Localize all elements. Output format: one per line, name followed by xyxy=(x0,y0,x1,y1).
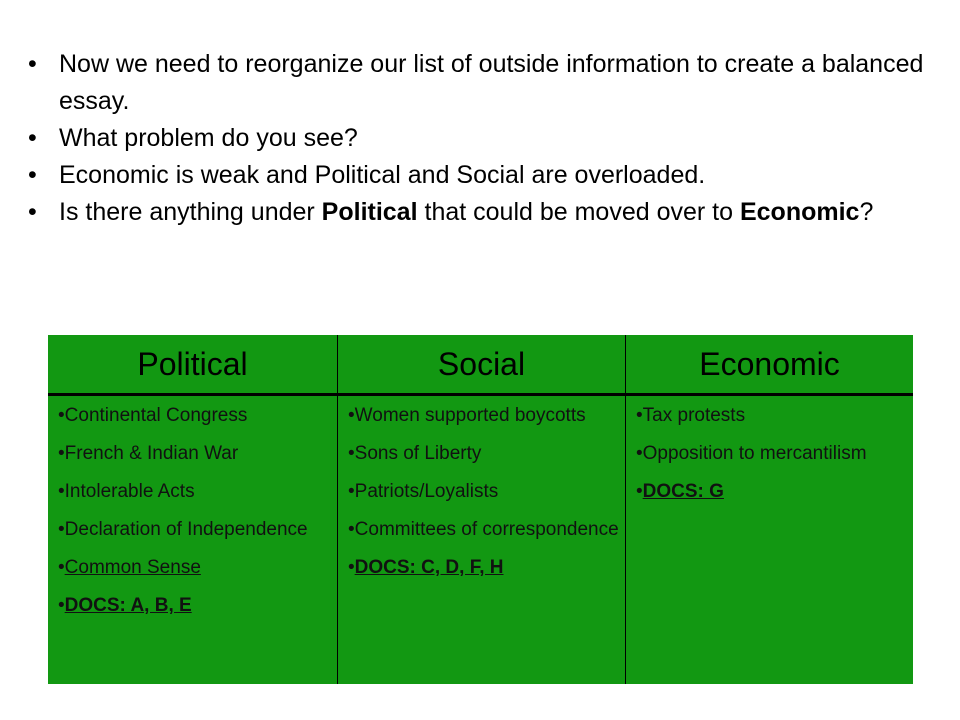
instruction-bullet-list xyxy=(28,46,928,231)
header-political: Political xyxy=(48,335,337,396)
bullet-text: What problem do you see? xyxy=(59,124,358,152)
bullet-bold-political: Political xyxy=(321,198,418,226)
list-item: •Sons of Liberty xyxy=(348,443,482,464)
category-table xyxy=(48,335,913,684)
list-item: •Tax protests xyxy=(636,405,746,426)
docs-item: •DOCS: C, D, F, H xyxy=(348,557,504,578)
list-item: •Common Sense xyxy=(58,557,201,578)
social-cell xyxy=(337,396,625,684)
list-item: •Opposition to mercantilism xyxy=(636,443,867,464)
bullet-dot: • xyxy=(28,198,37,226)
bullet-dot: • xyxy=(28,50,37,78)
docs-item: •DOCS: G xyxy=(636,481,724,502)
political-cell xyxy=(48,396,337,684)
list-item: •Continental Congress xyxy=(58,405,248,426)
bullet-text-middle: that could be moved over to xyxy=(417,198,740,226)
list-item: •Women supported boycotts xyxy=(348,405,586,426)
bullet-item xyxy=(28,157,928,194)
bullet-text: Economic is weak and Political and Social are overloaded. xyxy=(59,161,706,189)
bullet-text-after: ? xyxy=(859,198,874,226)
list-item: •Patriots/Loyalists xyxy=(348,481,499,502)
bullet-text: Now we need to reorganize our list of outside information to create a balanced essay. xyxy=(59,50,924,115)
economic-cell xyxy=(625,396,913,684)
bullet-text-before: Is there anything under xyxy=(59,198,322,226)
docs-item: •DOCS: A, B, E xyxy=(58,595,192,616)
list-item: •Intolerable Acts xyxy=(58,481,195,502)
bullet-item xyxy=(28,46,928,120)
list-item: •Committees of correspondence xyxy=(348,519,619,540)
bullet-dot: • xyxy=(28,124,37,152)
list-item: •French & Indian War xyxy=(58,443,239,464)
bullet-item xyxy=(28,194,928,231)
bullet-item xyxy=(28,120,928,157)
header-social: Social xyxy=(337,335,625,396)
header-economic: Economic xyxy=(625,335,913,396)
bullet-bold-economic: Economic xyxy=(739,198,860,226)
list-item: •Declaration of Independence xyxy=(58,519,308,540)
bullet-dot: • xyxy=(28,161,37,189)
